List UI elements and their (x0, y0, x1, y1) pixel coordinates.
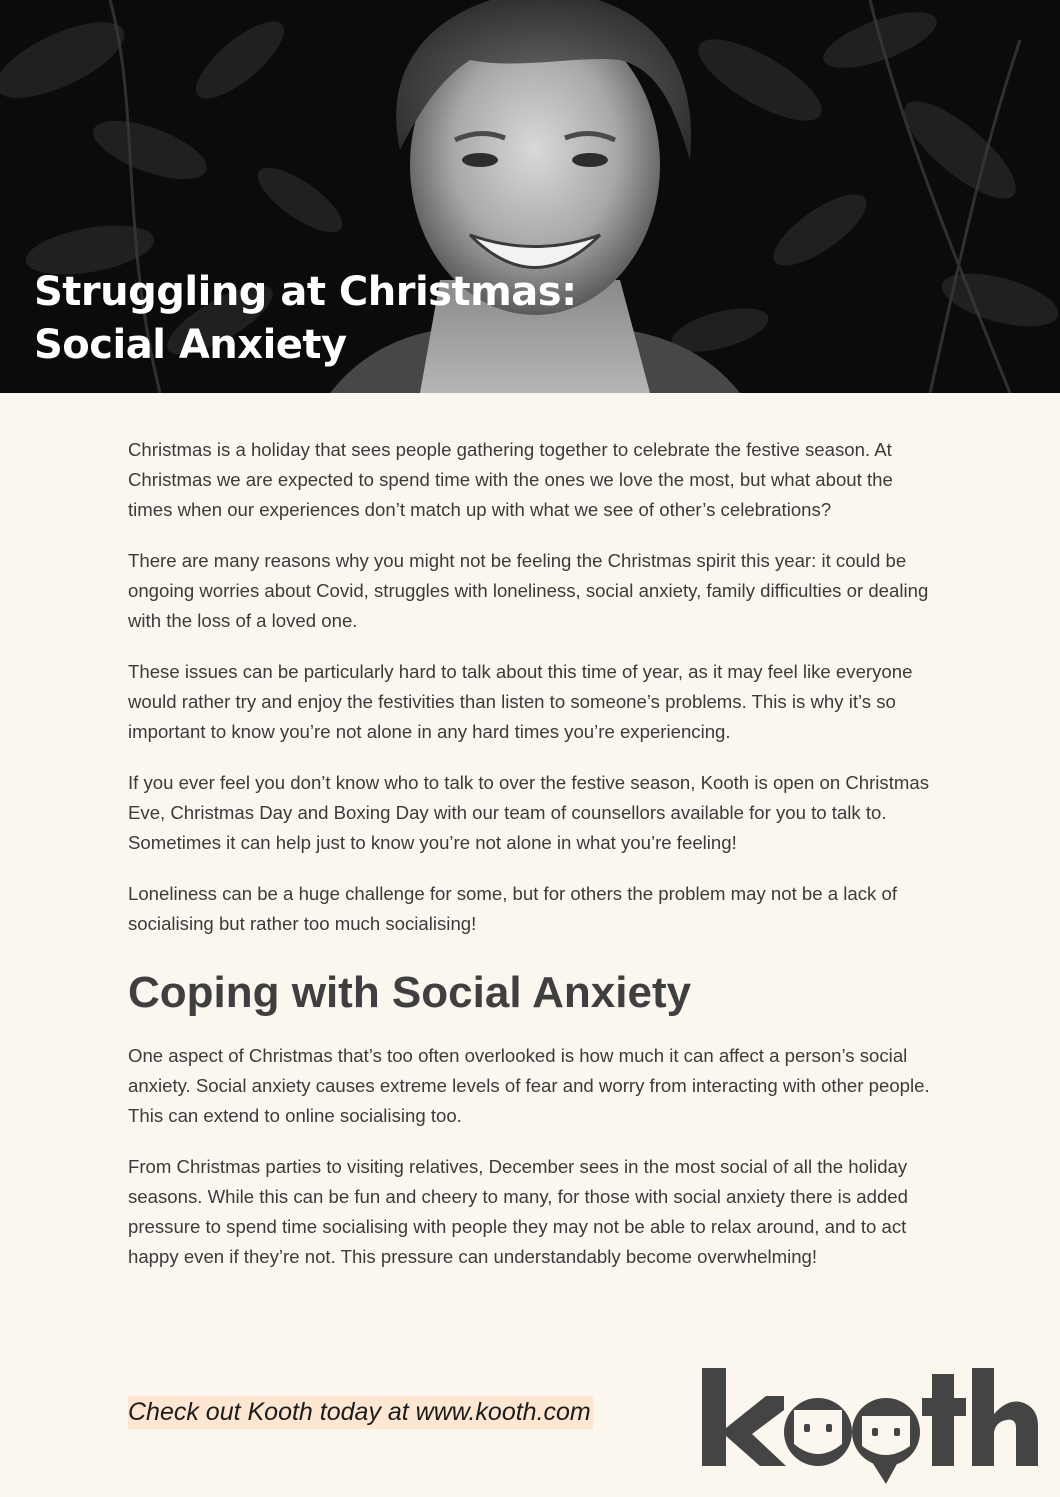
page-title-line-1: Struggling at Christmas: (34, 269, 577, 315)
section-paragraph: One aspect of Christmas that’s too often overlooked is how much it can affect a person’s social anxiety. Social anxiety causes extreme levels of fear and worry from interacting with other people. This can extend to online socialising too. (128, 1045, 930, 1126)
call-to-action-link[interactable]: Check out Kooth today at www.kooth.com (128, 1396, 593, 1429)
intro-paragraph: There are many reasons why you might not be feeling the Christmas spirit this year: it could be ongoing worries about Covid, struggles with loneliness, social anxiety, family difficulties or dealing with the loss of a loved one. (128, 550, 929, 631)
page-title (34, 266, 577, 372)
page-title-line-2: Social Anxiety (34, 322, 347, 368)
section-heading: Coping with Social Anxiety (128, 968, 692, 1017)
hero-banner (0, 0, 1060, 393)
intro-paragraph: Christmas is a holiday that sees people gathering together to celebrate the festive season. At Christmas we are expected to spend time with the ones we love the most, but what about the times when our experiences don’t match up with what we see of other’s celebrations? (128, 439, 893, 520)
intro-paragraph: Loneliness can be a huge challenge for some, but for others the problem may not be a lack of socialising but rather too much socialising! (128, 883, 898, 934)
kooth-logo (700, 1366, 1040, 1486)
intro-paragraph: These issues can be particularly hard to talk about this time of year, as it may feel like everyone would rather try and enjoy the festivities than listen to someone’s problems. This is why it’s so important to know you’re not alone in any hard times you’re experiencing. (128, 661, 913, 742)
article-body (128, 435, 938, 1293)
intro-paragraph: If you ever feel you don’t know who to talk to over the festive season, Kooth is open on Christmas Eve, Christmas Day and Boxing Day with our team of counsellors available for you to talk to. Sometimes it can help just to know you’re not alone in what you’re feeling! (128, 772, 930, 853)
section-paragraph: From Christmas parties to visiting relatives, December sees in the most social of all the holiday seasons. While this can be fun and cheery to many, for those with social anxiety there is added pressure to spend time socialising with people they may not be able to relax around, and to act happy even if they’re not. This pressure can understandably become overwhelming! (128, 1156, 908, 1267)
